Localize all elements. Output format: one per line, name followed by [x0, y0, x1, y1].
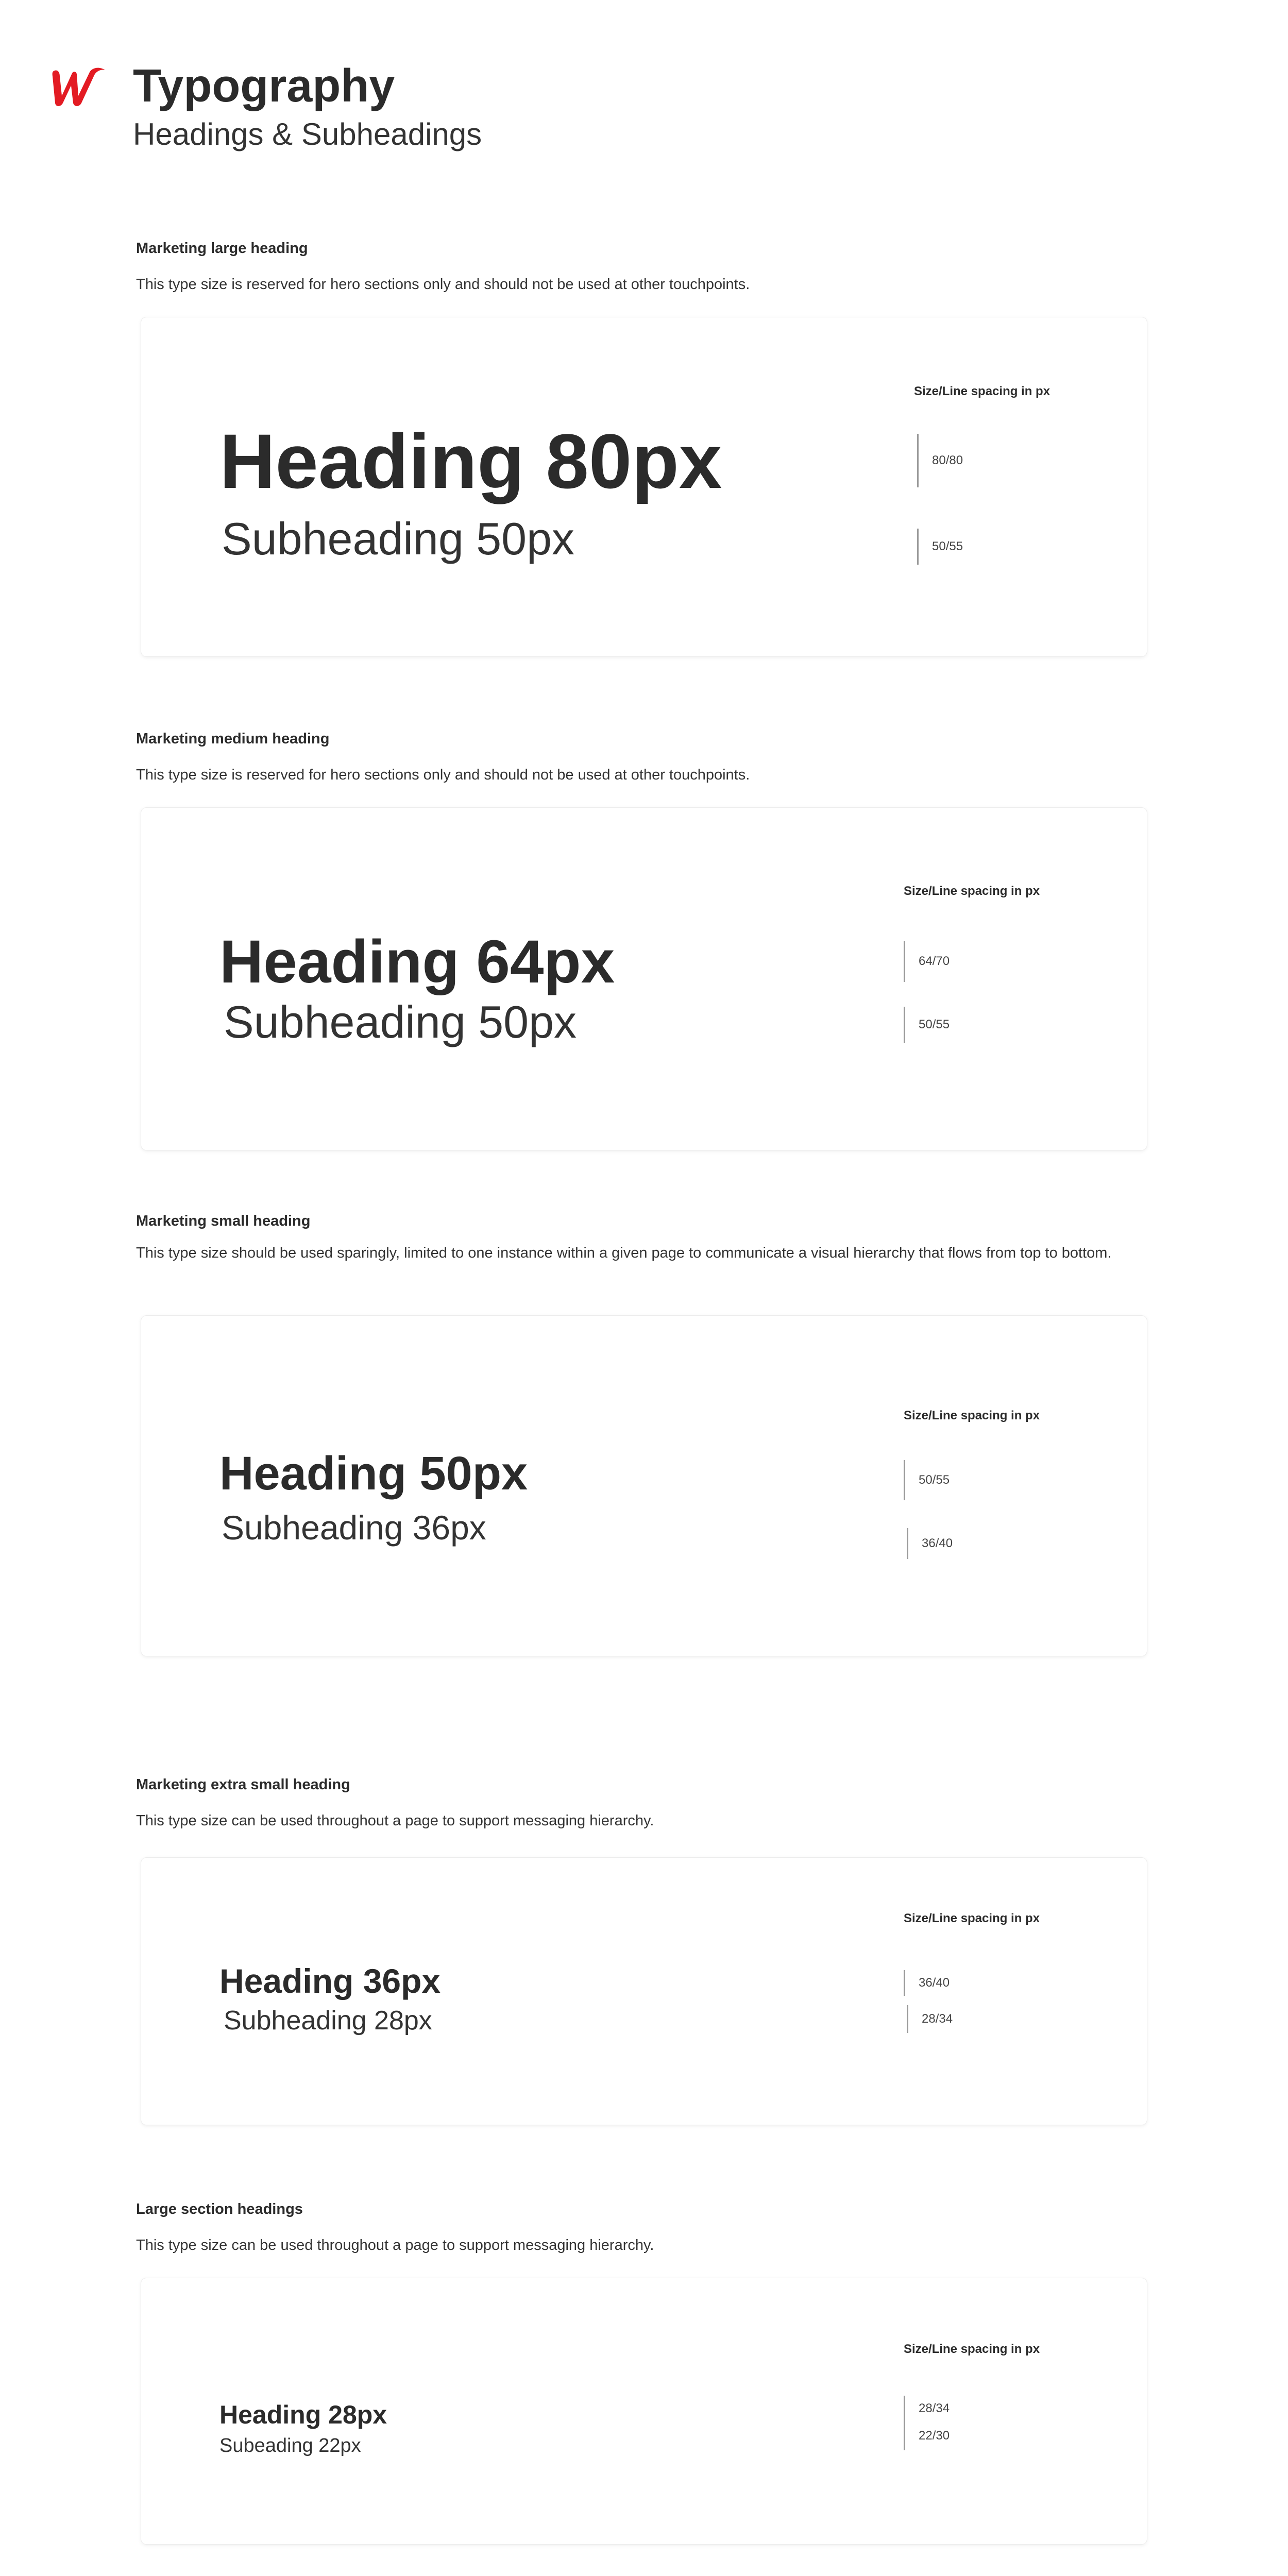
- spec-value: 50/55: [904, 1460, 950, 1500]
- spec-column-header: Size/Line spacing in px: [904, 884, 1040, 898]
- section-title: Marketing medium heading: [136, 731, 330, 747]
- spec-column-header: Size/Line spacing in px: [904, 1409, 1040, 1422]
- type-specimen-card: [141, 317, 1147, 656]
- spec-value: 36/40: [907, 1528, 953, 1559]
- spec-value: 80/80: [917, 434, 963, 487]
- subheading-sample: Subheading 36px: [222, 1509, 486, 1547]
- section-description: This type size can be used throughout a page to support messaging hierarchy.: [136, 2237, 654, 2253]
- spec-value: 50/55: [917, 529, 963, 565]
- spec-column-header: Size/Line spacing in px: [904, 1911, 1040, 1925]
- spec-value: 22/30: [904, 2421, 950, 2450]
- brand-logo: [49, 62, 111, 108]
- spec-value: 36/40: [904, 1970, 950, 1996]
- spec-value: 64/70: [904, 941, 950, 982]
- heading-sample: Heading 80px: [219, 418, 722, 504]
- spec-column-header: Size/Line spacing in px: [904, 2342, 1040, 2356]
- subheading-sample: Subheading 50px: [224, 996, 577, 1047]
- spec-value: 50/55: [904, 1007, 950, 1043]
- subheading-sample: Subeading 22px: [219, 2435, 361, 2456]
- spec-column-header: Size/Line spacing in px: [914, 384, 1050, 398]
- section-title: Marketing small heading: [136, 1213, 311, 1229]
- spec-value: 28/34: [907, 2005, 953, 2033]
- type-specimen-card: [141, 1858, 1147, 2125]
- subheading-sample: Subheading 50px: [222, 513, 575, 564]
- subheading-sample: Subheading 28px: [224, 2006, 432, 2036]
- heading-sample: Heading 64px: [219, 928, 615, 996]
- type-specimen-card: [141, 2278, 1147, 2544]
- type-specimen-card: [141, 808, 1147, 1150]
- type-specimen-card: [141, 1316, 1147, 1656]
- section-description: This type size should be used sparingly, limited to one instance within a given page to communicate a visual hierarchy that flows from top to bottom.: [136, 1245, 1112, 1261]
- section-description: This type size can be used throughout a page to support messaging hierarchy.: [136, 1812, 654, 1829]
- spec-value: 28/34: [904, 2396, 950, 2421]
- heading-sample: Heading 50px: [219, 1447, 528, 1500]
- page-subtitle: Headings & Subheadings: [133, 117, 482, 151]
- section-description: This type size is reserved for hero sections only and should not be used at other touchpoints.: [136, 276, 750, 293]
- page-title: Typography: [133, 60, 395, 112]
- section-title: Large section headings: [136, 2201, 303, 2217]
- heading-sample: Heading 28px: [219, 2400, 387, 2429]
- section-title: Marketing large heading: [136, 240, 308, 257]
- section-title: Marketing extra small heading: [136, 1776, 350, 1793]
- section-description: This type size is reserved for hero sections only and should not be used at other touchpoints.: [136, 767, 750, 783]
- heading-sample: Heading 36px: [219, 1962, 441, 2000]
